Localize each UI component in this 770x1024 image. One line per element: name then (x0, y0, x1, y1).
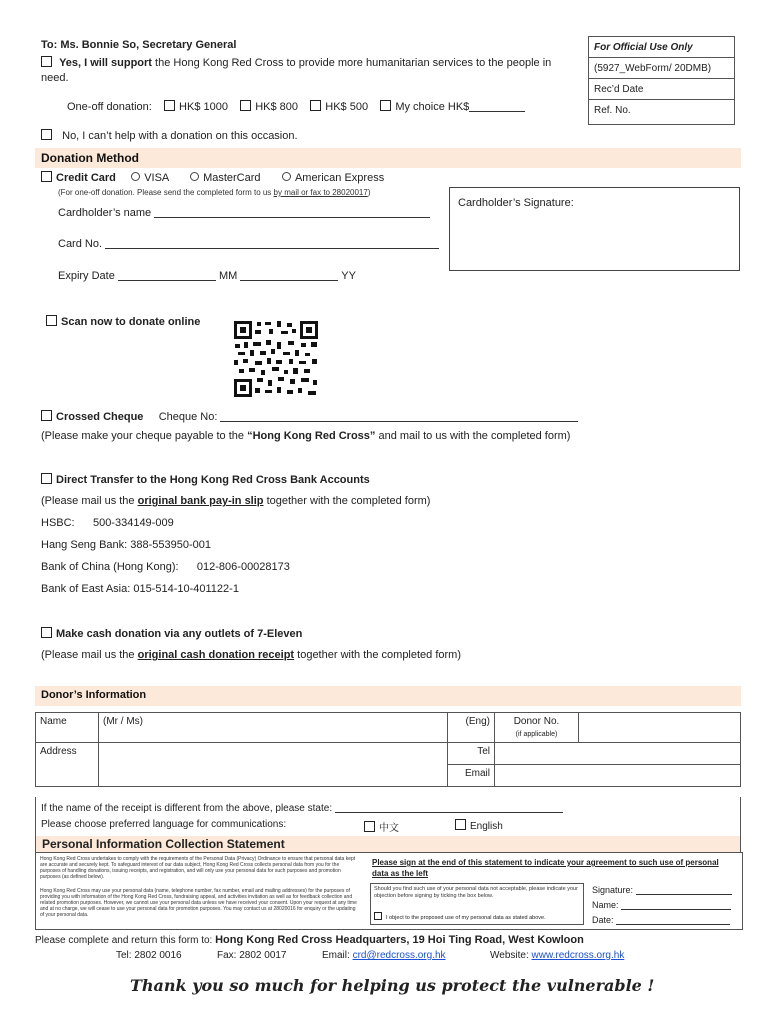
tel-label: Tel (448, 743, 495, 765)
pics-name-field[interactable] (621, 909, 731, 910)
seven-eleven-checkbox[interactable] (41, 627, 52, 638)
object-checkbox[interactable] (374, 912, 382, 920)
amount-500-checkbox[interactable] (310, 100, 321, 111)
bank-account-hsbc: HSBC: 500-334149-009 (41, 517, 174, 529)
seven-eleven-note: (Please mail us the original cash donation receipt together with the completed form) (41, 649, 462, 661)
direct-transfer-option[interactable]: Direct Transfer to the Hong Kong Red Cross Bank Accounts (41, 473, 370, 486)
donor-number-field[interactable] (579, 713, 741, 743)
pics-title: Personal Information Collection Statement (42, 837, 285, 851)
pics-sign-note: Please sign at the end of this statement to indicate your agreement to such use of personal data as the left (372, 858, 719, 878)
support-option[interactable]: Yes, I will support the Hong Kong Red Cross to provide more humanitarian services to the people in need. (41, 57, 552, 84)
cheque-note: (Please make your cheque payable to the “Hong Kong Red Cross” and mail to us with the completed form) (41, 430, 571, 442)
cheque-number-field[interactable] (220, 421, 578, 422)
email-link[interactable]: crd@redcross.org.hk (352, 950, 446, 961)
seven-eleven-option[interactable]: Make cash donation via any outlets of 7-Eleven (41, 627, 302, 640)
pics-name-row: Name: (592, 900, 731, 910)
donor-number-label: Donor No. (if applicable) (495, 713, 579, 743)
amex-radio[interactable] (282, 172, 291, 181)
tel-field[interactable] (495, 743, 741, 765)
no-help-checkbox[interactable] (41, 129, 52, 140)
official-use-title: For Official Use Only (589, 37, 734, 58)
receipt-name-row: If the name of the receipt is different from the above, please state: (41, 803, 563, 814)
my-choice-checkbox[interactable] (380, 100, 391, 111)
name-field[interactable]: (Mr / Ms) (99, 713, 448, 743)
one-off-donation-row: One-off donation: HK$ 1000 HK$ 800 HK$ 500 My choice HK$ (67, 100, 525, 113)
bank-account-bea: Bank of East Asia: 015-514-10-401122-1 (41, 583, 239, 595)
donor-information-bar (35, 686, 741, 706)
transfer-note: (Please mail us the original bank pay-in slip together with the completed form) (41, 495, 431, 507)
official-form-code: (5927_WebForm/ 20DMB) (589, 58, 734, 79)
cardholder-name-field[interactable] (154, 217, 430, 218)
cardholder-name-row: Cardholder’s name (58, 207, 430, 219)
mastercard-radio[interactable] (190, 172, 199, 181)
pics-title-bar (35, 836, 741, 853)
website-line: Website: www.redcross.org.hk (490, 950, 625, 961)
return-address-line: Please complete and return this form to: Hong Kong Red Cross Headquarters, 19 Hoi Ting Road, West Kowloon (35, 934, 584, 946)
receipt-name-field[interactable] (335, 812, 563, 813)
eng-label: (Eng) (448, 713, 495, 743)
website-link[interactable]: www.redcross.org.hk (531, 950, 625, 961)
thank-you-message: Thank you so much for helping us protect the vulnerable ! (130, 976, 655, 995)
chinese-option[interactable]: 中文 (364, 819, 399, 834)
email-line: Email: crd@redcross.org.hk (322, 950, 446, 961)
scan-online-option[interactable]: Scan now to donate online (46, 315, 200, 328)
visa-radio[interactable] (131, 172, 140, 181)
pics-paragraph-1: Hong Kong Red Cross undertakes to comply with the requirements of the Personal Data (Privacy) Ordinance to ensure that personal data kept are accurate and securely kept. To safeguard interest of our data subject, Hong Kong Red Cross collects personal data from you for the purposes of handling donations, issuing receipts, and registration, and will only use your personal data for such purposes and promotion purposes (as defined below). (40, 856, 356, 880)
fax-line: Fax: 2802 0017 (217, 950, 287, 961)
tel-line: Tel: 2802 0016 (116, 950, 182, 961)
language-row: Please choose preferred language for communications: (41, 819, 287, 830)
recipient-line: To: Ms. Bonnie So, Secretary General (41, 39, 237, 51)
pics-date-field[interactable] (616, 924, 730, 925)
address-field[interactable] (99, 743, 448, 787)
card-number-field[interactable] (105, 248, 439, 249)
english-checkbox[interactable] (455, 819, 466, 830)
credit-card-note: (For one-off donation. Please send the completed form to us by mail or fax to 28020017) (58, 188, 371, 197)
pics-block (35, 852, 743, 930)
donor-information-title: Donor’s Information (41, 689, 147, 701)
cheque-row: Crossed Cheque Cheque No: (41, 410, 578, 423)
official-use-box (588, 36, 735, 125)
donation-method-bar (35, 148, 741, 168)
amount-1000-checkbox[interactable] (164, 100, 175, 111)
expiry-month-field[interactable] (118, 280, 216, 281)
donation-method-title: Donation Method (41, 151, 139, 165)
email-field[interactable] (495, 765, 741, 787)
cardholder-signature-box[interactable]: Cardholder’s Signature: (449, 187, 740, 271)
donation-qr-code-icon[interactable] (233, 320, 319, 398)
card-number-row: Card No. (58, 238, 439, 250)
expiry-year-field[interactable] (240, 280, 338, 281)
email-label: Email (448, 765, 495, 787)
chinese-checkbox[interactable] (364, 821, 375, 832)
amount-800-checkbox[interactable] (240, 100, 251, 111)
expiry-date-row: Expiry Date MM YY (58, 270, 356, 282)
direct-transfer-checkbox[interactable] (41, 473, 52, 484)
english-option[interactable]: English (455, 819, 503, 832)
donor-information-table (35, 712, 741, 787)
objection-box: Should you find such use of your personal data not acceptable, please indicate your objection before signing by ticking the box below. I object to the proposed use of my personal data as stated above. (370, 883, 584, 925)
no-help-option[interactable]: No, I can’t help with a donation on this occasion. (41, 129, 298, 142)
reference-number-label: Ref. No. (594, 105, 631, 116)
address-label: Address (36, 743, 99, 787)
pics-signature-row: Signature: (592, 885, 732, 895)
pics-date-row: Date: (592, 915, 730, 925)
bank-account-hang-seng: Hang Seng Bank: 388-553950-001 (41, 539, 212, 551)
bank-account-boc: Bank of China (Hong Kong): 012-806-00028173 (41, 561, 290, 573)
name-label: Name (36, 713, 99, 743)
my-choice-amount-field[interactable] (469, 111, 525, 112)
object-option[interactable]: I object to the proposed use of my personal data as stated above. (374, 912, 546, 921)
pics-signature-field[interactable] (636, 894, 732, 895)
received-date-label: Rec’d Date (589, 79, 734, 100)
scan-online-checkbox[interactable] (46, 315, 57, 326)
cheque-checkbox[interactable] (41, 410, 52, 421)
pics-paragraph-2: Hong Kong Red Cross may use your personal data (name, telephone number, fax number, email and mailing addresses) for the purposes of providing you with information of the Hong Kong Red Cross, fundraising appeal, and activities invitation as well as for feedback collection and related promotion purposes. However, we cannot use your personal data unless we have received your consent. Upon your request at any time and at no charge, we will cease to use your personal data for promotion purposes. You may contact us at 28020016 for enquiry or the updating of your personal data. (40, 888, 357, 918)
credit-card-checkbox[interactable] (41, 171, 52, 182)
support-checkbox[interactable] (41, 56, 52, 67)
credit-card-row: Credit Card VISA MasterCard American Express (41, 171, 384, 184)
